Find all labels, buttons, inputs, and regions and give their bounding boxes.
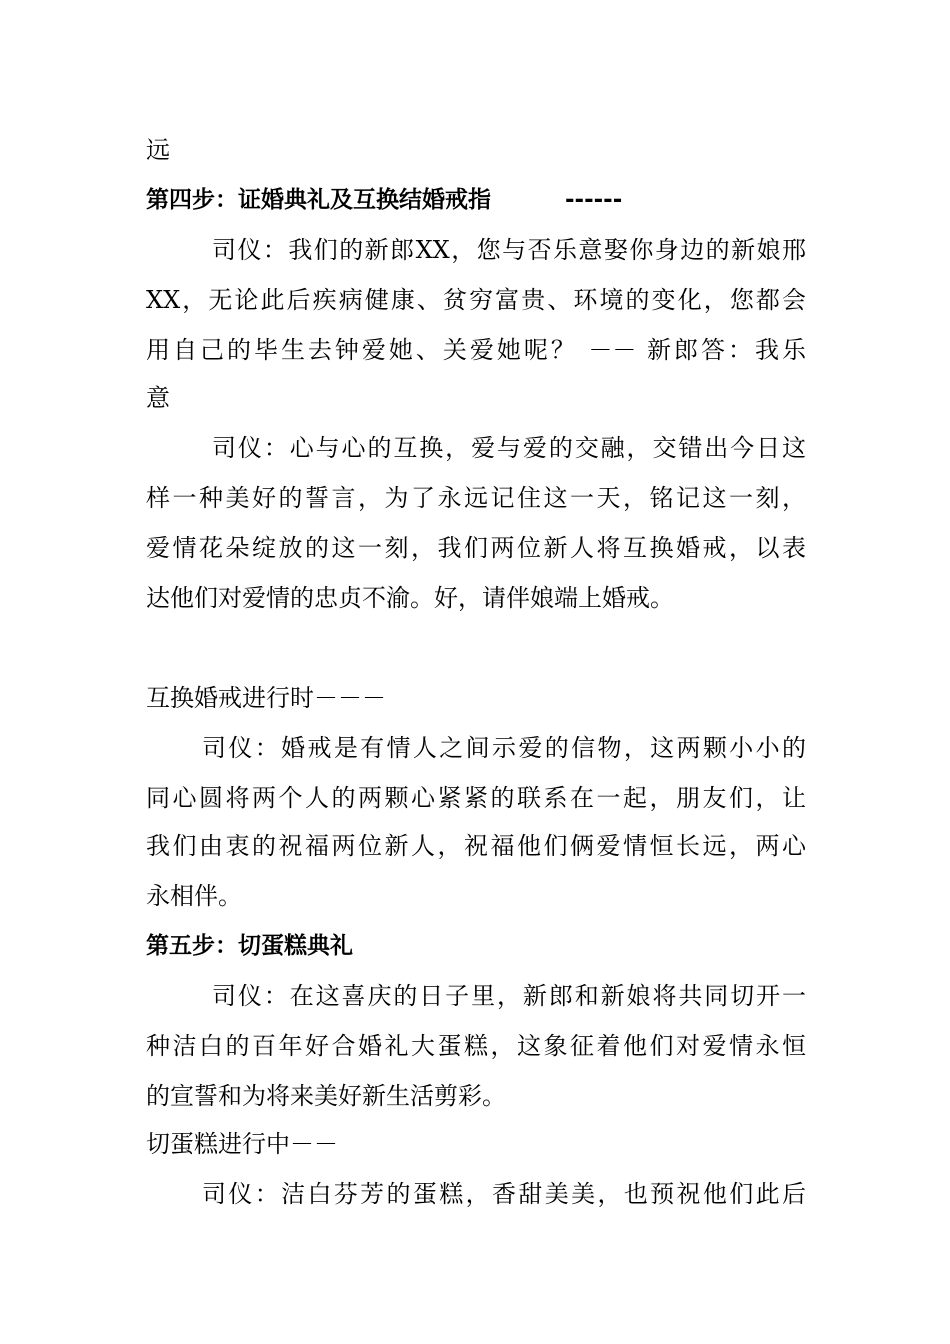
text-line: 样一种美好的誓言，为了永远记住这一天，铭记这一刻，	[146, 484, 806, 512]
text-line: 种洁白的百年好合婚礼大蛋糕，这象征着他们对爱情永恒	[146, 1032, 806, 1060]
text-line: 我们由衷的祝福两位新人，祝福他们俩爱情恒长远，两心	[146, 832, 806, 860]
text-line: 永相伴。	[146, 882, 242, 910]
text-line: 司仪：心与心的互换，爱与爱的交融，交错出今日这	[212, 434, 806, 462]
text-line: 远	[146, 136, 170, 164]
section-heading-step-five: 第五步：切蛋糕典礼	[146, 933, 353, 959]
text-line: 的宣誓和为将来美好新生活剪彩。	[146, 1082, 506, 1110]
text-line: 司仪：婚戒是有情人之间示爱的信物，这两颗小小的	[202, 734, 806, 762]
text-line: 切蛋糕进行中－－	[146, 1130, 338, 1158]
text-line: 互换婚戒进行时－－－	[146, 684, 386, 712]
text-line: XX，无论此后疾病健康、贫穷富贵、环境的变化，您都会	[146, 286, 806, 314]
text-line: 用自己的毕生去钟爱她、关爱她呢？ －－ 新郎答：我乐	[146, 336, 806, 364]
text-line: 达他们对爱情的忠贞不渝。好，请伴娘端上婚戒。	[146, 584, 674, 612]
text-line: 意	[146, 384, 170, 412]
text-line: 司仪：洁白芬芳的蛋糕，香甜美美，也预祝他们此后	[202, 1180, 806, 1208]
section-heading-dashes: ------	[565, 187, 623, 213]
text-line: 司仪：在这喜庆的日子里，新郎和新娘将共同切开一	[212, 982, 806, 1010]
section-heading-step-four: 第四步：证婚典礼及互换结婚戒指	[146, 187, 491, 213]
text-line: 爱情花朵绽放的这一刻，我们两位新人将互换婚戒，以表	[146, 534, 806, 562]
text-line: 同心圆将两个人的两颗心紧紧的联系在一起，朋友们，让	[146, 784, 806, 812]
text-line: 司仪：我们的新郎XX，您与否乐意娶你身边的新娘邢	[212, 236, 806, 264]
